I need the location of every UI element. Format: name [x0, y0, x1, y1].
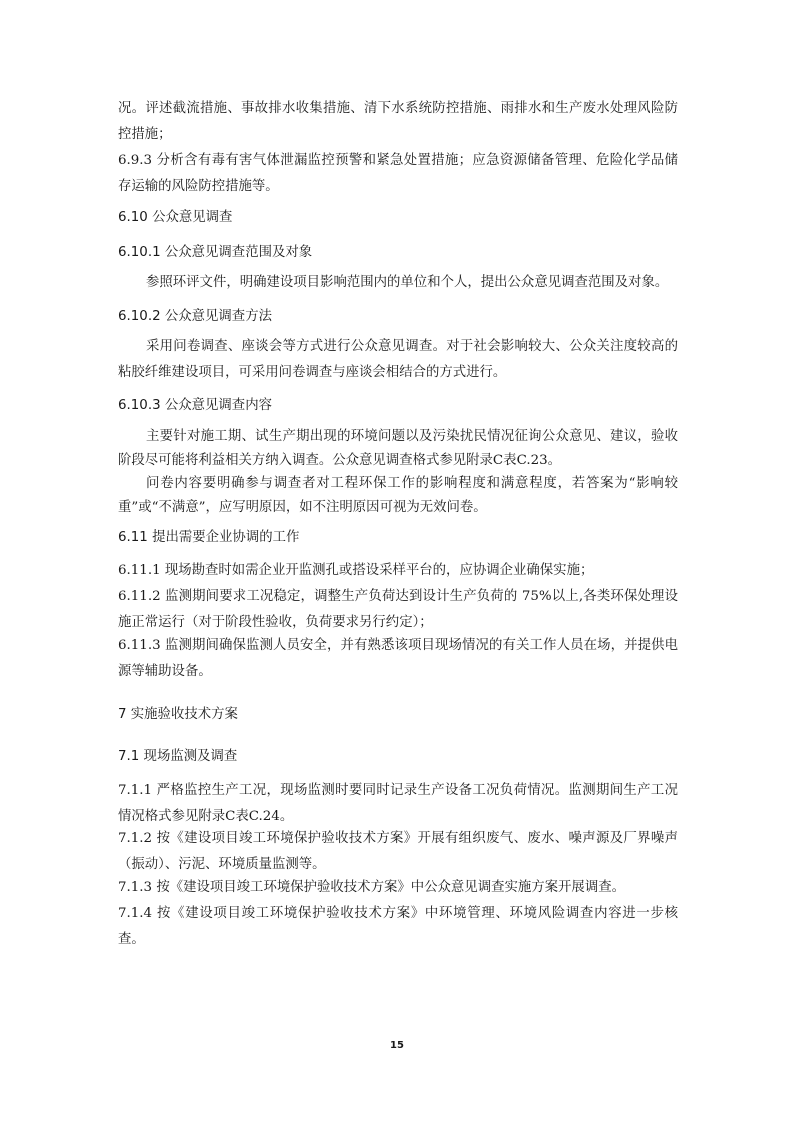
heading-7-1: 7.1 现场监测及调查 [118, 749, 238, 764]
heading-6-10-1: 6.10.1 公众意见调查范围及对象 [118, 245, 313, 260]
paragraph-6-11-2: 6.11.2 监测期间要求工况稳定，调整生产负荷达到设计生产负荷的 75%以上,各类环保处理设施正常运行（对于阶段性验收，负荷要求另行约定）； [118, 589, 678, 630]
heading-7: 7 实施验收技术方案 [118, 707, 238, 722]
paragraph-6-11-3: 6.11.3 监测期间确保监测人员安全，并有熟悉该项目现场情况的有关工作人员在场，并提供电源等辅助设备。 [118, 638, 678, 679]
paragraph-7-1-2: 7.1.2 按《建设项目竣工环境保护验收技术方案》开展有组织废气、废水、噪声源及厂界噪声（振动）、污泥、环境质量监测等。 [118, 831, 678, 872]
paragraph-7-1-3: 7.1.3 按《建设项目竣工环境保护验收技术方案》中公众意见调查实施方案开展调查。 [118, 880, 625, 895]
heading-6-11: 6.11 提出需要企业协调的工作 [118, 530, 300, 545]
heading-6-10-2: 6.10.2 公众意见调查方法 [118, 309, 272, 324]
paragraph-6-10-2: 采用问卷调查、座谈会等方式进行公众意见调查。对于社会影响较大、公众关注度较高的粘胶纤维建设项目，可采用问卷调查与座谈会相结合的方式进行。 [118, 339, 678, 380]
page-number: 15 [390, 1040, 404, 1051]
paragraph-6-10-1: 参照环评文件，明确建设项目影响范围内的单位和个人，提出公众意见调查范围及对象。 [146, 275, 669, 290]
paragraph-6-10-3-b: 问卷内容要明确参与调查者对工程环保工作的影响程度和满意程度，若答案为“影响较重”或“不满意”，应写明原因，如不注明原因可视为无效问卷。 [118, 476, 678, 515]
heading-6-10: 6.10 公众意见调查 [118, 210, 233, 225]
paragraph-7-1-4: 7.1.4 按《建设项目竣工环境保护验收技术方案》中环境管理、环境风险调查内容进一步核查。 [118, 906, 678, 947]
paragraph-7-1-1: 7.1.1 严格监控生产工况，现场监测时要同时记录生产设备工况负荷情况。监测期间生产工况情况格式参见附录C表C.24。 [118, 783, 678, 824]
paragraph-6-9-2-continued: 况。评述截流措施、事故排水收集措施、清下水系统防控措施、雨排水和生产废水处理风险防控措施； [118, 101, 678, 142]
paragraph-6-9-3: 6.9.3 分析含有毒有害气体泄漏监控预警和紧急处置措施；应急资源储备管理、危险化学品储存运输的风险防控措施等。 [118, 153, 678, 194]
paragraph-6-10-3-a: 主要针对施工期、试生产期出现的环境问题以及污染扰民情况征询公众意见、建议，验收阶段尽可能将利益相关方纳入调查。公众意见调查格式参见附录C表C.23。 [118, 429, 678, 468]
paragraph-6-11-1: 6.11.1 现场勘查时如需企业开监测孔或搭设采样平台的，应协调企业确保实施； [118, 563, 594, 578]
heading-6-10-3: 6.10.3 公众意见调查内容 [118, 398, 272, 413]
